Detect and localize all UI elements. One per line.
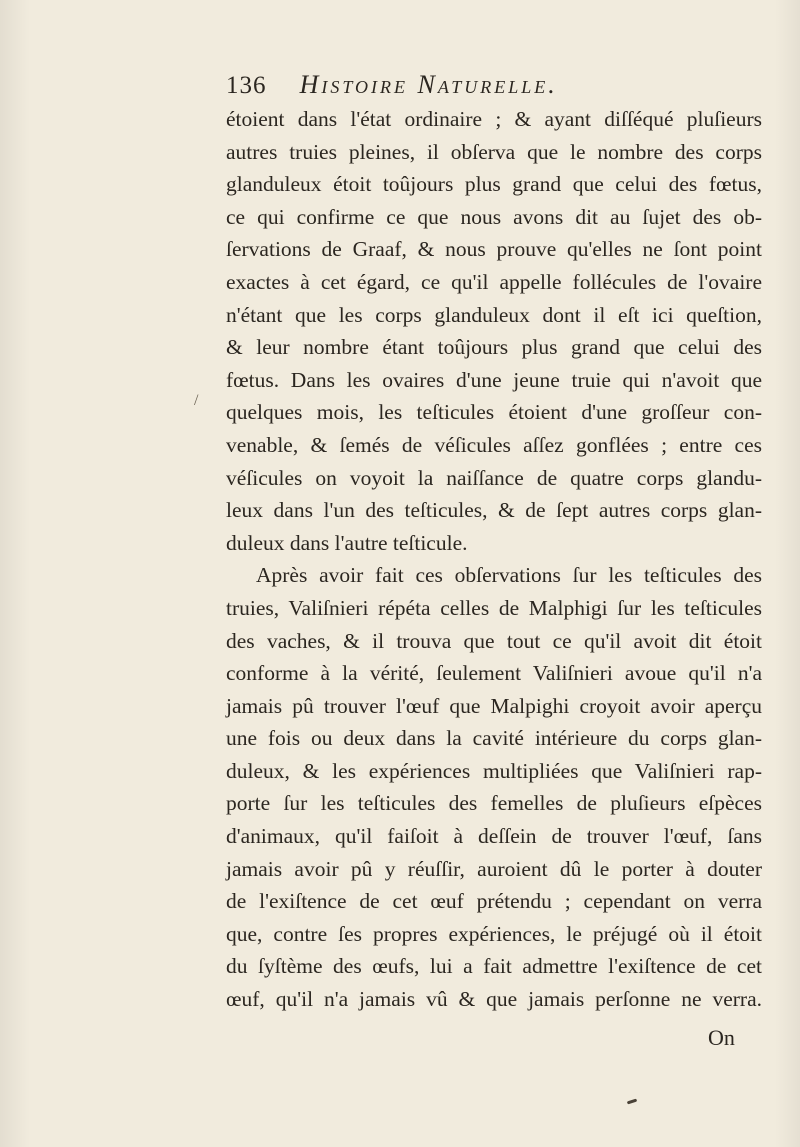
text-line: des vaches, & il trouva que tout ce qu'il avoit dit étoit	[226, 628, 762, 653]
text-line: que, contre ſes propres expériences, le préjugé où il étoit	[226, 921, 762, 946]
margin-mark: /	[194, 392, 199, 409]
ink-speck	[627, 1099, 637, 1105]
text-line: quelques mois, les teſticules étoient d'une groſſeur con-	[226, 400, 762, 425]
running-title: Histoire Naturelle.	[299, 70, 558, 99]
text-line: Après avoir fait ces obſervations ſur les teſticules des	[256, 563, 762, 588]
text-line: autres truies pleines, il obſerva que le nombre des corps	[226, 139, 762, 164]
text-line: venable, & ſemés de véſicules aſſez gonflées ; entre ces	[226, 432, 762, 457]
text-line: d'animaux, qu'il faiſoit à deſſein de trouver l'œuf, ſans	[226, 824, 762, 849]
text-line: n'étant que les corps glanduleux dont il eſt ici queſtion,	[226, 302, 762, 327]
text-line: duleux, & les expériences multipliées que Valiſnieri rap-	[226, 758, 762, 783]
text-line: leux dans l'un des teſticules, & de ſept autres corps glan-	[226, 498, 762, 523]
text-line: étoient dans l'état ordinaire ; & ayant diſſéqué pluſieurs	[226, 107, 762, 131]
body-text	[226, 103, 762, 1016]
text-line: ſervations de Graaf, & nous prouve qu'elles ne ſont point	[226, 237, 762, 262]
text-line: duleux dans l'autre teſticule.	[226, 530, 468, 555]
text-line: exactes à cet égard, ce qu'il appelle follécules de l'ovaire	[226, 269, 762, 294]
text-line: conforme à la vérité, ſeulement Valiſnieri avoue qu'il n'a	[226, 661, 762, 686]
text-line: jamais pû trouver l'œuf que Malpighi croyoit avoir aperçu	[226, 693, 762, 718]
page-number: 136	[226, 72, 267, 99]
catchword: On	[708, 1025, 735, 1050]
text-line: fœtus. Dans les ovaires d'une jeune truie qui n'avoit que	[226, 367, 762, 392]
text-line: de l'exiſtence de cet œuf prétendu ; cependant on verra	[226, 889, 762, 914]
text-line: véſicules on voyoit la naiſſance de quatre corps glandu-	[226, 465, 762, 490]
text-line: jamais avoir pû y réuſſir, auroient dû le porter à douter	[226, 856, 762, 881]
text-line: du ſyſtème des œufs, lui a fait admettre l'exiſtence de cet	[226, 954, 762, 979]
text-line: ce qui confirme ce que nous avons dit au ſujet des ob-	[226, 204, 762, 229]
text-line: porte ſur les teſticules des femelles de pluſieurs eſpèces	[226, 791, 762, 816]
page-header	[226, 70, 558, 100]
text-line: & leur nombre étant toûjours plus grand que celui des	[226, 335, 762, 360]
text-line: glanduleux étoit toûjours plus grand que celui des fœtus,	[226, 172, 762, 197]
text-line: œuf, qu'il n'a jamais vû & que jamais perſonne ne verra.	[226, 987, 762, 1012]
text-line: truies, Valiſnieri répéta celles de Malphigi ſur les teſticules	[226, 595, 762, 620]
text-line: une fois ou deux dans la cavité intérieure du corps glan-	[226, 726, 762, 751]
